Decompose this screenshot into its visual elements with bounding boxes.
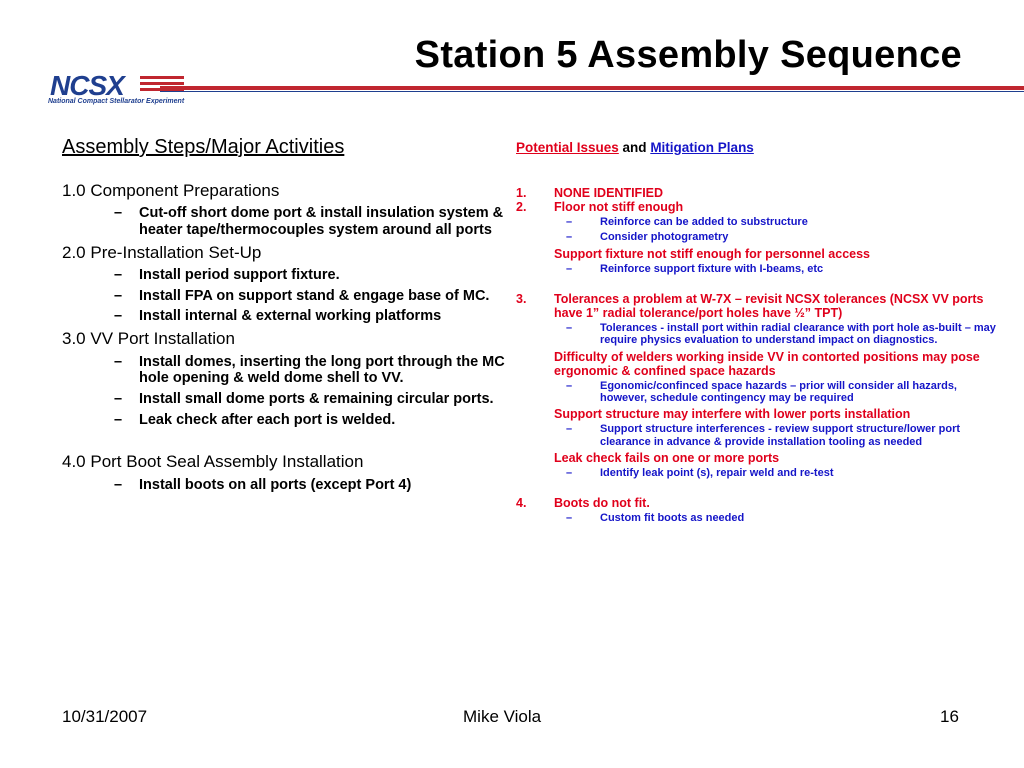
dash-bullet: – xyxy=(114,287,123,304)
dash-bullet: – xyxy=(566,216,573,228)
mitigation-item: – Reinforce can be added to substructure xyxy=(566,216,808,228)
issue-text: Difficulty of welders working inside VV in contorted positions may pose ergonomic & confined space hazards xyxy=(554,349,980,378)
dash-bullet: – xyxy=(114,390,123,407)
section-title: 3.0 VV Port Installation xyxy=(62,329,235,349)
dash-bullet: – xyxy=(114,308,123,325)
section-title: 2.0 Pre-Installation Set-Up xyxy=(62,242,262,262)
ncsx-logo xyxy=(48,72,188,108)
logo-subtitle: National Compact Stellarator Experiment xyxy=(48,98,185,105)
dash-bullet: – xyxy=(114,353,123,370)
dash-bullet: – xyxy=(114,411,123,428)
dash-bullet: – xyxy=(566,512,573,525)
header-rule-thin xyxy=(160,91,1024,92)
dash-bullet: – xyxy=(114,267,123,284)
mitigation-item: – Support structure interferences - review support structure/lower port clearance in advance & provide installation tooling as needed xyxy=(566,423,961,448)
issues-heading-label: Potential Issues xyxy=(516,140,619,155)
dash-bullet: – xyxy=(566,423,573,436)
footer-date: 10/31/2007 xyxy=(62,707,148,726)
issue-text: Support fixture not stiff enough for personnel access xyxy=(554,246,871,261)
logo-mark: NCSX xyxy=(50,70,124,101)
dash-bullet: – xyxy=(566,379,573,392)
section-title: 1.0 Component Preparations xyxy=(62,181,280,200)
dash-bullet: – xyxy=(566,321,573,334)
issues-heading: Potential Issues and Mitigation Plans xyxy=(516,140,754,155)
header-rule xyxy=(160,86,1024,90)
issue-number: 1. xyxy=(516,186,527,200)
list-item: – Install period support fixture. xyxy=(114,267,340,284)
issue-text: Support structure may interfere with lower ports installation xyxy=(554,407,911,422)
mitigation-item: – Identify leak point (s), repair weld and re-test xyxy=(566,466,834,479)
list-item: – Install small dome ports & remaining circular ports. xyxy=(114,390,494,407)
list-item: – Cut-off short dome port & install insulation system & heater tape/thermocouples system around all ports xyxy=(114,205,504,239)
issues-column xyxy=(516,140,996,527)
mitigation-item: – Custom fit boots as needed xyxy=(566,512,745,525)
issue-number: 4. xyxy=(516,496,527,511)
dash-bullet: – xyxy=(566,262,573,275)
issue-item: 3. Tolerances a problem at W-7X – revisit NCSX tolerances (NCSX VV ports have 1” radial tolerance/port holes have ½” TPT) xyxy=(516,291,984,320)
mitigation-item: – Egonomic/confinced space hazards – prior will consider all hazards, however, schedule contingency may be required xyxy=(566,379,957,404)
list-item: – Install domes, inserting the long port through the MC hole opening & weld dome shell to VV. xyxy=(114,353,505,387)
footer-author: Mike Viola xyxy=(463,707,542,726)
slide-title: Station 5 Assembly Sequence xyxy=(414,34,962,76)
issue-item: 1. NONE IDENTIFIED xyxy=(516,186,664,200)
issue-number: 3. xyxy=(516,291,527,306)
mitigation-heading-label: Mitigation Plans xyxy=(650,140,754,155)
dash-bullet: – xyxy=(566,466,573,479)
list-item: – Install internal & external working platforms xyxy=(114,308,442,325)
mitigation-item: – Consider photogrametry xyxy=(566,231,729,244)
assembly-steps-column xyxy=(62,136,522,497)
issue-text: Leak check fails on one or more ports xyxy=(554,450,780,465)
footer-page-number: 16 xyxy=(940,707,959,726)
issue-item: 2. Floor not stiff enough xyxy=(516,200,684,214)
dash-bullet: – xyxy=(114,476,123,493)
issue-item: 4. Boots do not fit. xyxy=(516,496,650,511)
mitigation-item: – Reinforce support fixture with I-beams, etc xyxy=(566,262,824,275)
list-item: – Leak check after each port is welded. xyxy=(114,411,396,428)
dash-bullet: – xyxy=(114,205,123,222)
assembly-steps-heading: Assembly Steps/Major Activities xyxy=(62,136,345,158)
list-item: – Install boots on all ports (except Port 4) xyxy=(114,476,412,493)
section-title: 4.0 Port Boot Seal Assembly Installation xyxy=(62,452,364,472)
mitigation-item: – Tolerances - install port within radial clearance with port hole as-built – may require physics evaluation to understand impact on diagnostics. xyxy=(566,321,996,347)
list-item: – Install FPA on support stand & engage base of MC. xyxy=(114,287,490,304)
dash-bullet: – xyxy=(566,231,573,244)
issue-number: 2. xyxy=(516,200,527,214)
